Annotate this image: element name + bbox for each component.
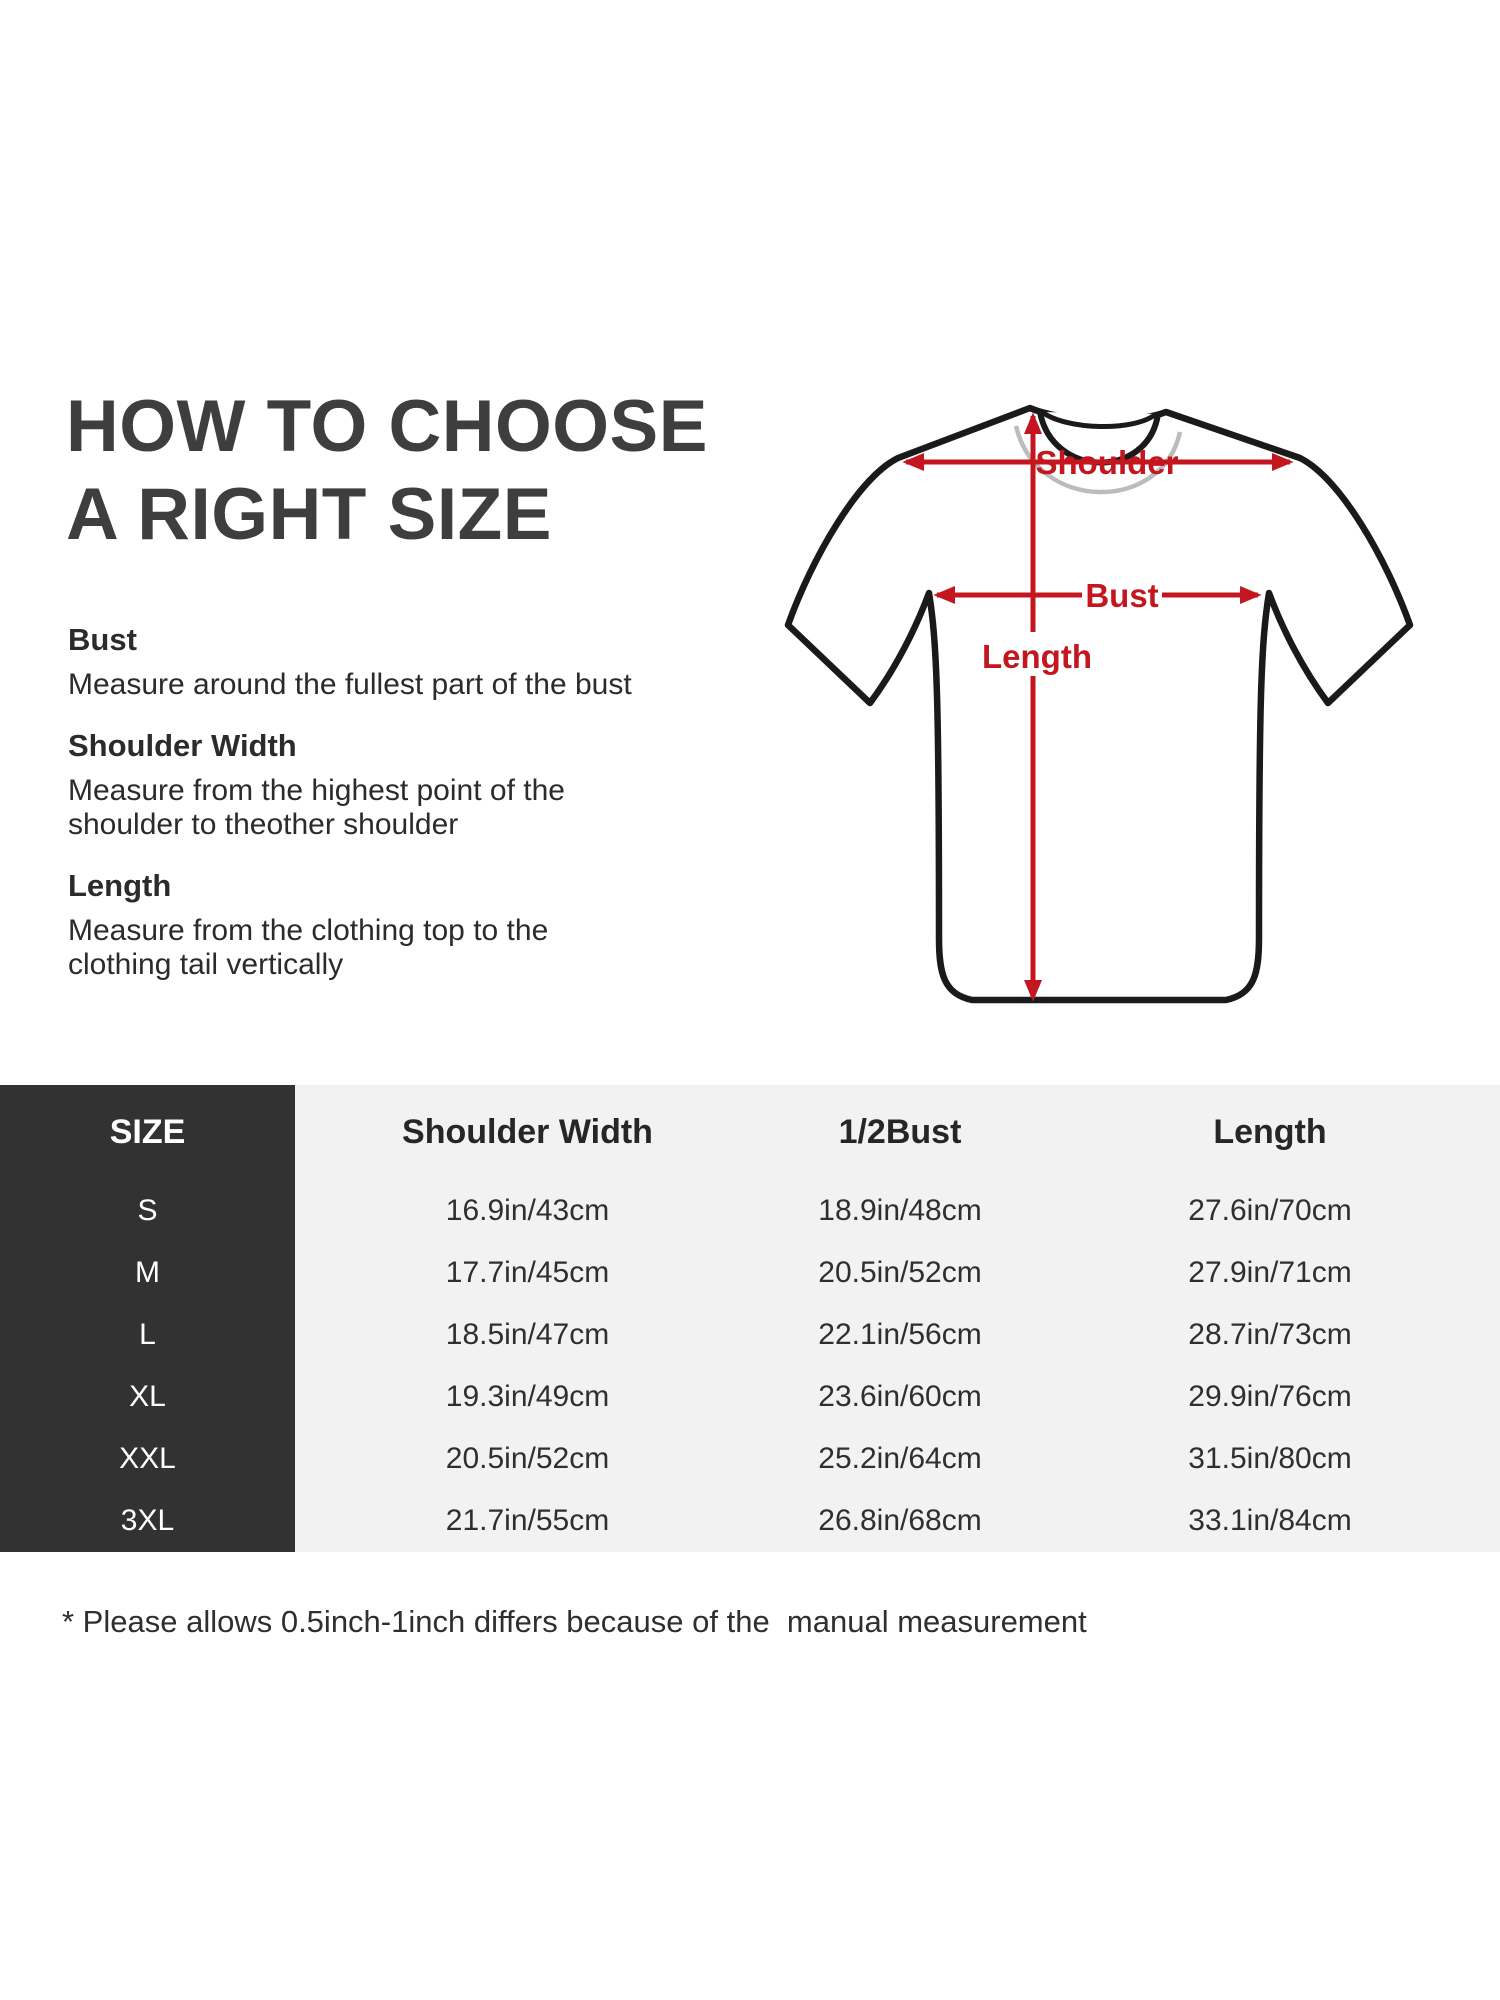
row-m-size: M: [0, 1242, 295, 1304]
row-l-length: 28.7in/73cm: [1040, 1304, 1500, 1366]
row-m-shoulder: 17.7in/45cm: [295, 1242, 760, 1304]
size-table-header-size: SIZE: [0, 1085, 295, 1180]
size-table-header-length: Length: [1040, 1085, 1500, 1180]
row-xxl-shoulder: 20.5in/52cm: [295, 1428, 760, 1490]
instruction-length-text-line2: clothing tail vertically: [68, 948, 344, 981]
size-table-header-row: [0, 1085, 1500, 1180]
measurement-disclaimer: * Please allows 0.5inch-1inch differs because of the manual measurement: [62, 1604, 1087, 1639]
row-xl-bust: 23.6in/60cm: [760, 1366, 1040, 1428]
row-l-bust: 22.1in/56cm: [760, 1304, 1040, 1366]
size-table-header-bust: 1/2Bust: [760, 1085, 1040, 1180]
row-3xl-bust: 26.8in/68cm: [760, 1490, 1040, 1552]
table-row-m: [0, 1242, 1500, 1304]
row-3xl-length: 33.1in/84cm: [1040, 1490, 1500, 1552]
instruction-shoulder-heading: Shoulder Width: [68, 728, 297, 763]
instruction-shoulder-text-line2: shoulder to theother shoulder: [68, 808, 459, 841]
row-l-shoulder: 18.5in/47cm: [295, 1304, 760, 1366]
row-xl-size: XL: [0, 1366, 295, 1428]
row-m-length: 27.9in/71cm: [1040, 1242, 1500, 1304]
row-xxl-size: XXL: [0, 1428, 295, 1490]
row-s-length: 27.6in/70cm: [1040, 1180, 1500, 1242]
row-l-size: L: [0, 1304, 295, 1366]
page-title-line2: A RIGHT SIZE: [66, 474, 552, 555]
tshirt-diagram-svg: [600, 350, 1500, 1110]
size-table: [0, 1085, 1500, 1552]
row-xxl-length: 31.5in/80cm: [1040, 1428, 1500, 1490]
row-s-size: S: [0, 1180, 295, 1242]
instruction-length-heading: Length: [68, 868, 172, 903]
table-row-s: [0, 1180, 1500, 1242]
row-m-bust: 20.5in/52cm: [760, 1242, 1040, 1304]
page-title-line1: HOW TO CHOOSE: [66, 386, 708, 467]
tshirt-measurement-diagram: [600, 350, 1500, 1110]
instruction-length-text-line1: Measure from the clothing top to the: [68, 914, 549, 947]
bust-arrow-label: Bust: [1085, 577, 1159, 614]
row-xl-shoulder: 19.3in/49cm: [295, 1366, 760, 1428]
row-s-shoulder: 16.9in/43cm: [295, 1180, 760, 1242]
instruction-bust-heading: Bust: [68, 622, 137, 657]
shoulder-arrow-label: Shoulder: [1035, 444, 1179, 481]
table-row-xl: [0, 1366, 1500, 1428]
row-xxl-bust: 25.2in/64cm: [760, 1428, 1040, 1490]
table-row-l: [0, 1304, 1500, 1366]
row-3xl-shoulder: 21.7in/55cm: [295, 1490, 760, 1552]
row-3xl-size: 3XL: [0, 1490, 295, 1552]
row-xl-length: 29.9in/76cm: [1040, 1366, 1500, 1428]
length-arrow-label: Length: [982, 638, 1092, 675]
instruction-shoulder-text-line1: Measure from the highest point of the: [68, 774, 565, 807]
size-table-header-shoulder: Shoulder Width: [295, 1085, 760, 1180]
row-s-bust: 18.9in/48cm: [760, 1180, 1040, 1242]
instruction-bust-text: Measure around the fullest part of the bust: [68, 668, 632, 701]
table-row-xxl: [0, 1428, 1500, 1490]
tshirt-outline: [788, 408, 1410, 1000]
table-row-3xl: [0, 1490, 1500, 1552]
